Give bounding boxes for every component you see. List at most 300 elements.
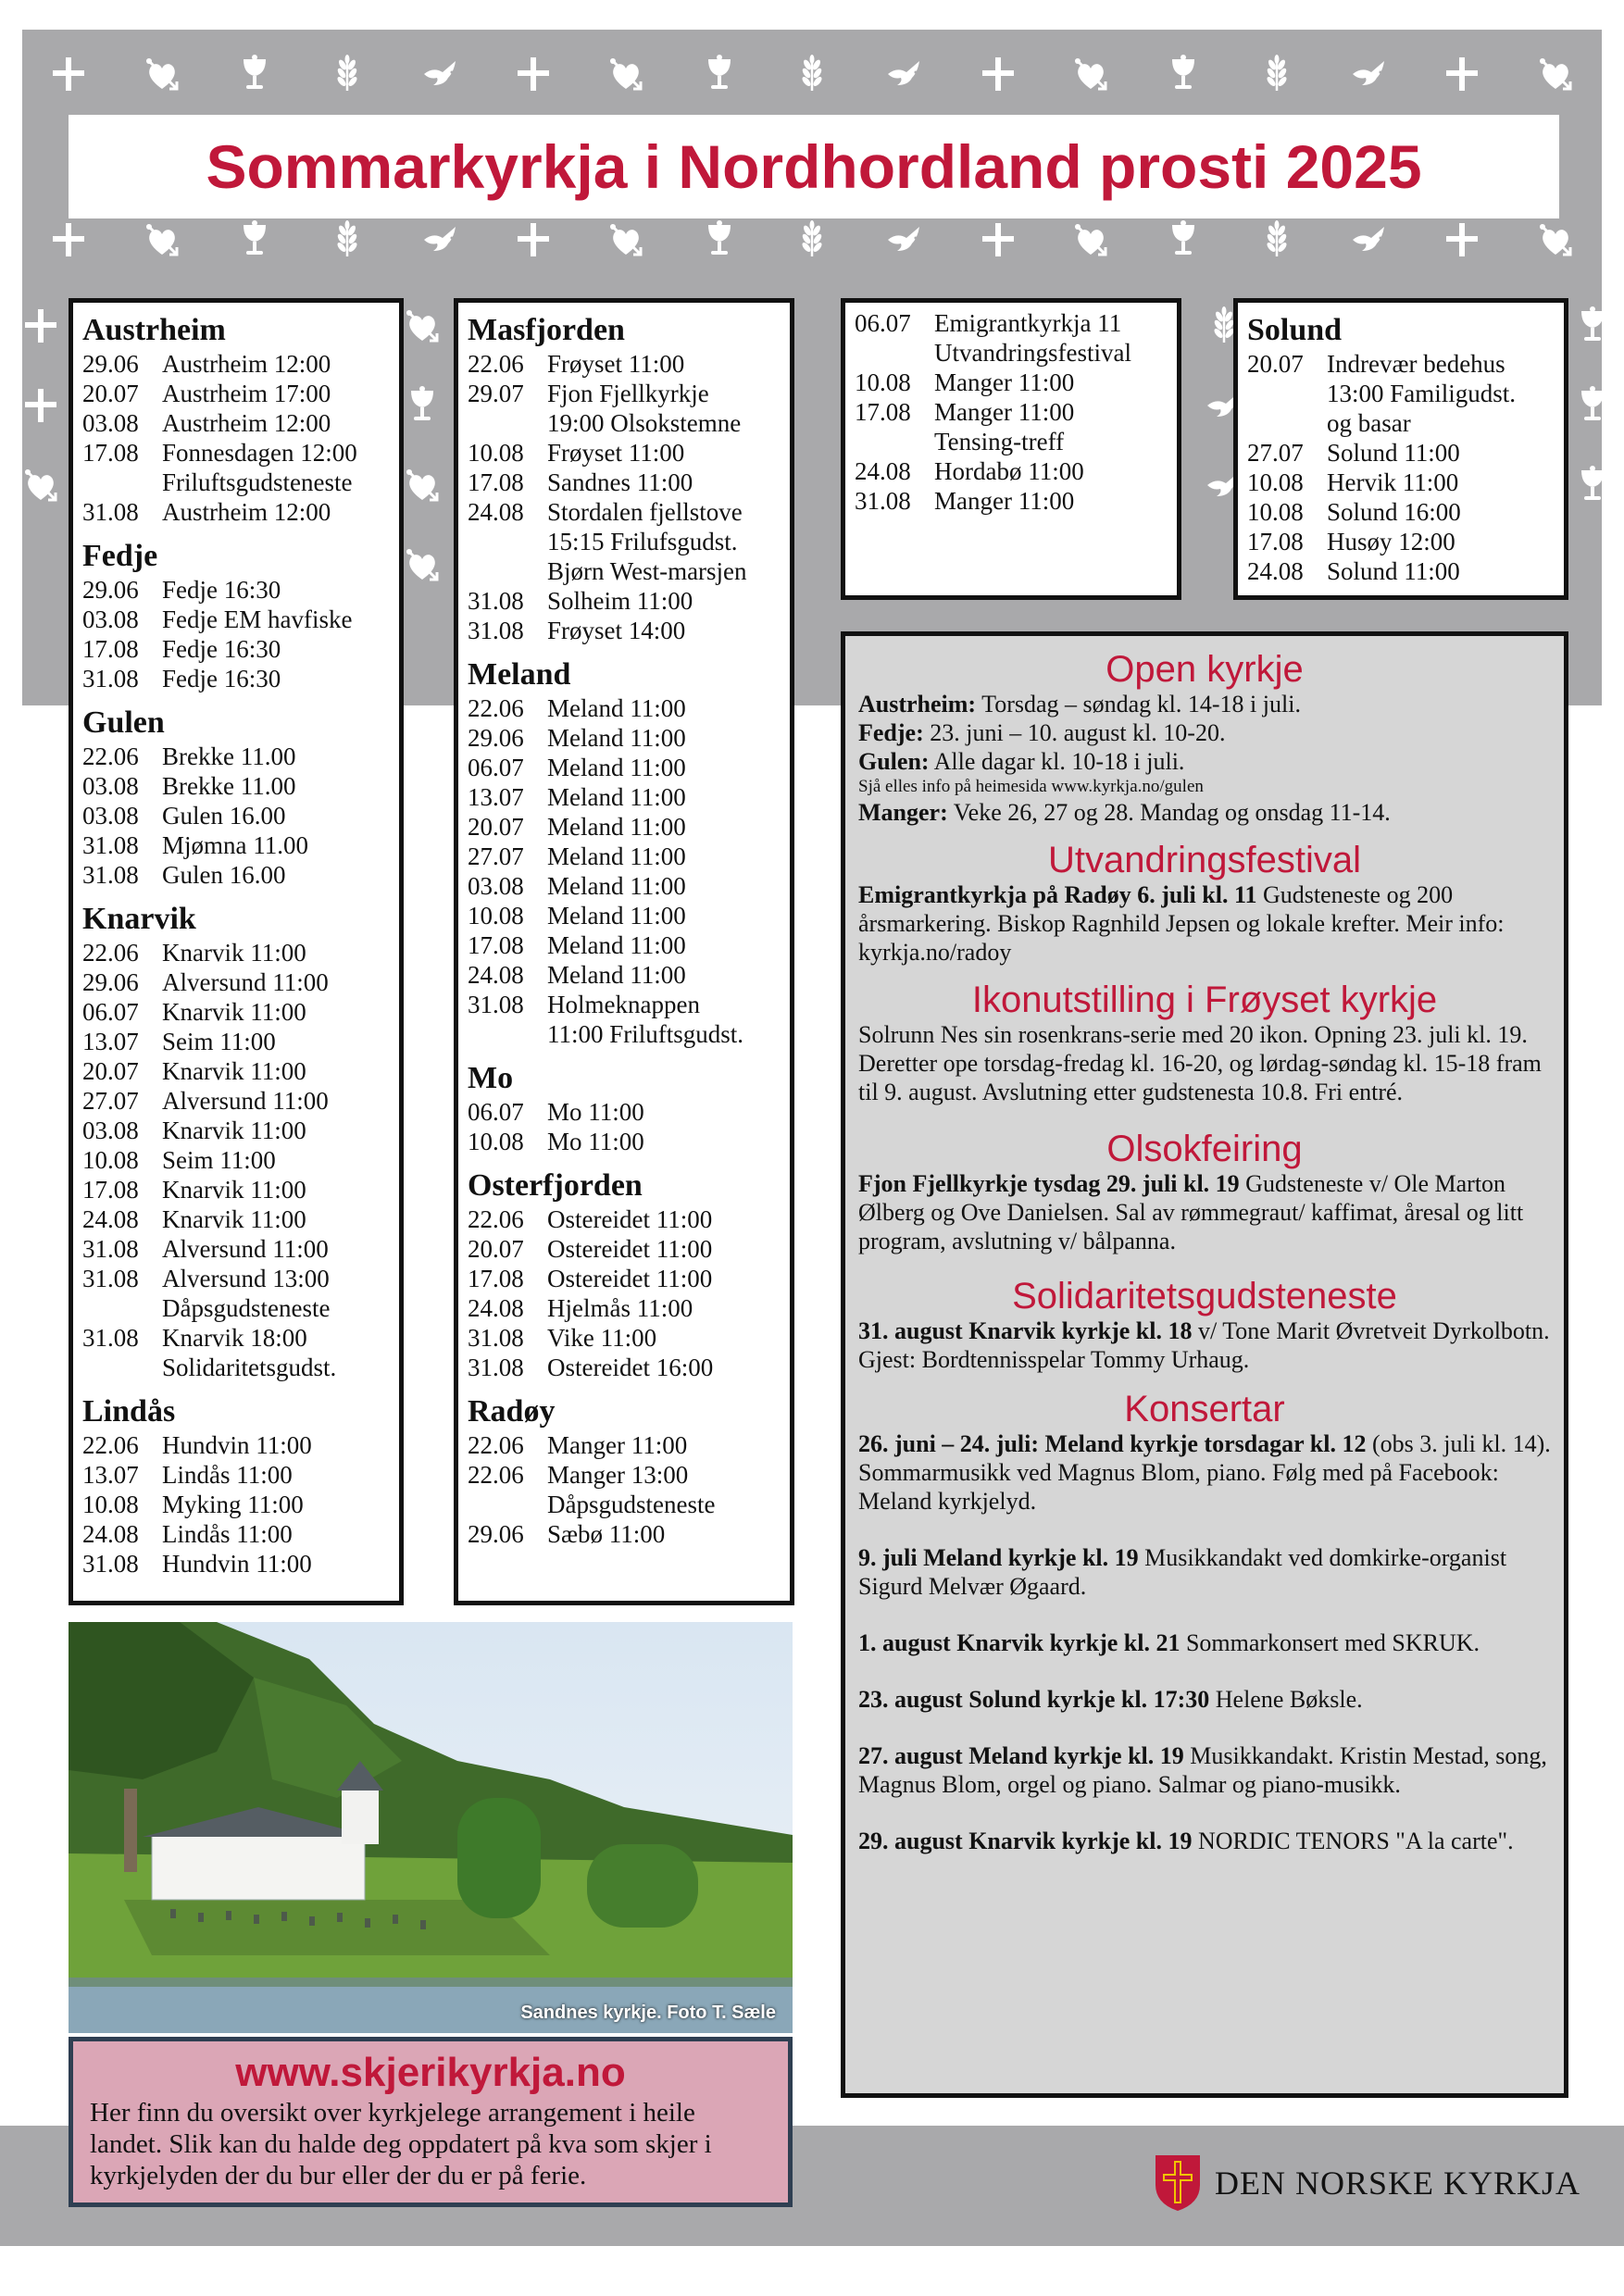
schedule-entry — [82, 1490, 390, 1519]
schedule-entry — [82, 1549, 390, 1578]
schedule-entry — [1247, 556, 1555, 586]
section-title: Austrheim — [82, 313, 226, 347]
open-fedje: Fedje: 23. juni – 10. august kl. 10-20. — [858, 719, 1226, 746]
entry-text: Meland 11:00 — [547, 961, 686, 989]
entry-text: Meland 11:00 — [547, 902, 686, 930]
entry-text: Knarvik 11:00 — [162, 939, 306, 967]
dove-icon — [884, 54, 925, 94]
schedule-entry — [82, 1460, 390, 1490]
olsokfeiring-text: Fjon Fjellkyrkje tysdag 29. juli kl. 19 Gudsteneste v/ Ole Marton Ølberg og Ove Danielsen. Sal av rømmegraut/ kaffimat, åresal og litt program, avslutning v/ bålpanna. — [858, 1170, 1524, 1254]
entry-date: 03.08 — [82, 772, 139, 800]
entry-text: Seim 11:00 — [162, 1146, 276, 1174]
schedule-entry — [1247, 497, 1555, 527]
schedule-box-col3 — [841, 298, 1181, 600]
entry-text: Austrheim 17:00 — [162, 380, 331, 407]
schedule-entry — [468, 782, 781, 812]
wheat-icon — [327, 54, 368, 94]
schedule-entry — [82, 575, 390, 605]
schedule-entry — [82, 801, 390, 830]
schedule-entry — [468, 497, 781, 586]
top-icon-row — [22, 42, 1602, 106]
section-title: Mo — [468, 1061, 514, 1095]
chalice-icon — [1572, 385, 1613, 426]
chalice-icon — [1163, 54, 1204, 94]
entry-text: Lindås 11:00 — [162, 1461, 293, 1489]
entry-text: Solund 16:00 — [1327, 498, 1461, 526]
entry-date: 31.08 — [468, 587, 524, 615]
entry-text: Manger 11:00 — [547, 1431, 688, 1459]
entry-date: 31.08 — [468, 1354, 524, 1381]
schedule-entry — [468, 990, 781, 1049]
entry-text: Ostereidet 11:00 — [547, 1265, 713, 1292]
entry-date: 10.08 — [468, 439, 524, 467]
entry-text: Frøyset 11:00 — [547, 439, 685, 467]
entry-text: Hundvin 11:00 — [162, 1431, 312, 1459]
entry-text: Hundvin 11:00 — [162, 1550, 312, 1578]
entry-text: Solheim 11:00 — [547, 587, 693, 615]
heart-anchor-icon — [402, 544, 443, 585]
schedule-entry — [1247, 349, 1555, 438]
entry-text: Meland 11:00 — [547, 872, 686, 900]
section-title: Radøy — [468, 1394, 556, 1429]
entry-date: 22.06 — [468, 1461, 524, 1489]
schedule-entry — [82, 830, 390, 860]
entry-text: Sandnes 11:00 — [547, 468, 693, 496]
entry-text: Brekke 11.00 — [162, 742, 296, 770]
entry-text: Knarvik 11:00 — [162, 998, 306, 1026]
entry-date: 31.08 — [82, 1265, 139, 1292]
open-gulen-note: Sjå elles info på heimesida www.kyrkja.no/gulen — [858, 777, 1204, 796]
heart-anchor-icon — [1070, 54, 1111, 94]
heading-olsokfeiring: Olsokfeiring — [1106, 1129, 1303, 1169]
entry-date: 17.08 — [468, 468, 524, 496]
entry-text: Hordabø 11:00 — [934, 457, 1084, 485]
entry-date: 24.08 — [82, 1520, 139, 1548]
entry-date: 10.08 — [82, 1491, 139, 1518]
entry-text: Manger 13:00 Dåpsgudsteneste — [547, 1461, 716, 1518]
schedule-entry — [1247, 527, 1555, 556]
schedule-entry — [82, 1264, 390, 1323]
schedule-entry — [82, 1323, 390, 1382]
open-gulen: Gulen: Alle dagar kl. 10-18 i juli. — [858, 748, 1185, 775]
wheat-icon — [792, 54, 832, 94]
section-title: Osterfjorden — [468, 1168, 643, 1203]
entry-date: 31.08 — [468, 1324, 524, 1352]
schedule-entry — [468, 723, 781, 753]
entry-date: 24.08 — [1247, 557, 1304, 585]
church-shield-icon — [1154, 2153, 1202, 2213]
entry-date: 22.06 — [468, 1205, 524, 1233]
schedule-entry — [468, 871, 781, 901]
entry-text: Holmeknappen 11:00 Friluftsgudst. — [547, 991, 744, 1048]
schedule-entry — [855, 397, 1168, 456]
church-logo-text: DEN NORSKE KYRKJA — [1215, 2165, 1581, 2202]
schedule-entry — [468, 1264, 781, 1293]
entry-text: Fjon Fjellkyrkje 19:00 Olsokstemne — [547, 380, 742, 437]
schedule-entry — [468, 1460, 781, 1519]
schedule-entry — [468, 379, 781, 438]
entry-date: 10.08 — [82, 1146, 139, 1174]
cross-icon — [48, 54, 89, 94]
entry-text: Meland 11:00 — [547, 931, 686, 959]
konsert-item: 9. juli Meland kyrkje kl. 19 Musikkandakt ved domkirke-organist Sigurd Melvær Øgaard. — [858, 1544, 1507, 1600]
entry-date: 24.08 — [468, 961, 524, 989]
schedule-entry — [82, 1430, 390, 1460]
entry-text: Frøyset 14:00 — [547, 617, 686, 644]
entry-text: Meland 11:00 — [547, 754, 686, 781]
section-title: Gulen — [82, 705, 165, 740]
schedule-entry — [82, 1234, 390, 1264]
entry-text: Brekke 11.00 — [162, 772, 296, 800]
dove-icon — [1349, 54, 1390, 94]
entry-text: Sæbø 11:00 — [547, 1520, 666, 1548]
schedule-entry — [468, 1293, 781, 1323]
schedule-entry — [82, 1145, 390, 1175]
entry-date: 22.06 — [82, 939, 139, 967]
entry-date: 10.08 — [1247, 498, 1304, 526]
schedule-entry — [468, 693, 781, 723]
open-austrheim: Austrheim: Torsdag – søndag kl. 14-18 i juli. — [858, 691, 1301, 718]
entry-date: 31.08 — [468, 991, 524, 1018]
schedule-entry — [82, 634, 390, 664]
entry-text: Knarvik 11:00 — [162, 1205, 306, 1233]
schedule-entry — [82, 438, 390, 497]
church-photo — [69, 1622, 793, 2033]
entry-date: 10.08 — [855, 368, 911, 396]
schedule-entry — [468, 1234, 781, 1264]
entry-date: 24.08 — [82, 1205, 139, 1233]
chalice-icon — [1572, 306, 1613, 346]
schedule-entry — [82, 664, 390, 693]
konsert-item: 26. juni – 24. juli: Meland kyrkje torsdagar kl. 12 (obs 3. juli kl. 14). Sommarmusikk ved Magnus Blom, piano. Følg med på Facebook: Meland kyrkjelyd. — [858, 1430, 1551, 1515]
church-logo — [1154, 2153, 1580, 2213]
entry-text: Meland 11:00 — [547, 813, 686, 841]
entry-text: Ostereidet 11:00 — [547, 1205, 713, 1233]
section-title: Meland — [468, 657, 571, 692]
entry-date: 10.08 — [468, 1128, 524, 1155]
heart-anchor-icon — [1535, 219, 1576, 260]
schedule-entry — [82, 967, 390, 997]
entry-text: Meland 11:00 — [547, 724, 686, 752]
website-box — [69, 2037, 793, 2207]
entry-text: Fedje 16:30 — [162, 665, 281, 693]
entry-date: 03.08 — [82, 802, 139, 830]
entry-text: Indrevær bedehus 13:00 Familigudst. og basar — [1327, 350, 1517, 437]
schedule-entry — [82, 1086, 390, 1116]
entry-text: Emigrantkyrkja 11 Utvandringsfestival — [934, 309, 1131, 367]
schedule-entry — [855, 308, 1168, 368]
schedule-entry — [468, 586, 781, 616]
entry-text: Vike 11:00 — [547, 1324, 657, 1352]
entry-date: 03.08 — [82, 605, 139, 633]
schedule-entry — [468, 812, 781, 842]
chalice-icon — [234, 54, 275, 94]
website-url[interactable]: www.skjerikyrkja.no — [235, 2050, 626, 2095]
konsert-item: 29. august Knarvik kyrkje kl. 19 NORDIC TENORS "A la carte". — [858, 1828, 1514, 1854]
entry-text: Mo 11:00 — [547, 1098, 644, 1126]
schedule-entry — [82, 605, 390, 634]
chalice-icon — [402, 385, 443, 426]
schedule-entry — [468, 1323, 781, 1353]
schedule-entry — [82, 408, 390, 438]
schedule-entry — [468, 1519, 781, 1549]
entry-date: 17.08 — [1247, 528, 1304, 555]
cross-icon — [48, 219, 89, 260]
entry-text: Ostereidet 16:00 — [547, 1354, 714, 1381]
schedule-entry — [1247, 468, 1555, 497]
entry-text: Ostereidet 11:00 — [547, 1235, 713, 1263]
section-title: Solund — [1247, 313, 1343, 347]
wheat-icon — [792, 219, 832, 260]
entry-date: 31.08 — [82, 861, 139, 889]
wheat-icon — [327, 219, 368, 260]
entry-date: 31.08 — [82, 831, 139, 859]
entry-date: 29.06 — [468, 724, 524, 752]
heading-solidaritet: Solidaritetsgudsteneste — [1012, 1276, 1397, 1316]
wheat-icon — [1256, 219, 1297, 260]
heart-anchor-icon — [1070, 219, 1111, 260]
schedule-entry — [82, 1204, 390, 1234]
section-title: Lindås — [82, 1394, 176, 1429]
entry-text: Manger 11:00 — [934, 487, 1075, 515]
dove-icon — [420, 54, 461, 94]
entry-date: 24.08 — [855, 457, 911, 485]
schedule-entry — [468, 616, 781, 645]
cross-icon — [978, 219, 1018, 260]
entry-date: 24.08 — [468, 498, 524, 526]
entry-text: Solund 11:00 — [1327, 557, 1460, 585]
entry-date: 27.07 — [1247, 439, 1304, 467]
heart-anchor-icon — [20, 465, 61, 505]
cross-icon — [20, 306, 61, 346]
entry-text: Alversund 11:00 — [162, 1087, 329, 1115]
entry-date: 29.07 — [468, 380, 524, 407]
heart-anchor-icon — [606, 219, 646, 260]
entry-date: 29.06 — [468, 1520, 524, 1548]
entry-text: Solund 11:00 — [1327, 439, 1460, 467]
entry-date: 10.08 — [468, 902, 524, 930]
dove-icon — [1349, 219, 1390, 260]
chalice-icon — [699, 219, 740, 260]
schedule-entry — [82, 349, 390, 379]
entry-text: Alversund 11:00 — [162, 968, 329, 996]
entry-date: 17.08 — [468, 931, 524, 959]
entry-text: Fonnesdagen 12:00 Friluftsgudsteneste — [162, 439, 357, 496]
entry-text: Manger 11:00 Tensing-treff — [934, 398, 1075, 455]
heading-ikonutstilling: Ikonutstilling i Frøyset kyrkje — [971, 980, 1438, 1020]
entry-date: 27.07 — [468, 842, 524, 870]
schedule-entry — [82, 1056, 390, 1086]
entry-date: 13.07 — [468, 783, 524, 811]
schedule-entry — [468, 1127, 781, 1156]
entry-date: 29.06 — [82, 968, 139, 996]
entry-date: 20.07 — [468, 1235, 524, 1263]
heart-anchor-icon — [142, 219, 182, 260]
entry-date: 17.08 — [82, 439, 139, 467]
photo-caption: Sandnes kyrkje. Foto T. Sæle — [520, 2003, 776, 2023]
entry-date: 29.06 — [82, 576, 139, 604]
section-title: Masfjorden — [468, 313, 625, 347]
page-title: Sommarkyrkja i Nordhordland prosti 2025 — [206, 132, 1422, 201]
entry-date: 22.06 — [82, 742, 139, 770]
schedule-entry — [82, 1175, 390, 1204]
heading-utvandringsfestival: Utvandringsfestival — [1048, 840, 1361, 880]
entry-date: 03.08 — [82, 1117, 139, 1144]
entry-date: 31.08 — [468, 617, 524, 644]
heart-anchor-icon — [606, 54, 646, 94]
konsert-list — [858, 1429, 1551, 1855]
heart-anchor-icon — [142, 54, 182, 94]
wheat-icon — [1256, 54, 1297, 94]
entry-date: 31.08 — [82, 1235, 139, 1263]
schedule-entry — [468, 901, 781, 930]
entry-text: Alversund 11:00 — [162, 1235, 329, 1263]
chalice-icon — [1163, 219, 1204, 260]
entry-date: 17.08 — [82, 635, 139, 663]
info-panel — [841, 631, 1568, 2098]
entry-date: 22.06 — [468, 694, 524, 722]
entry-date: 31.08 — [855, 487, 911, 515]
dove-icon — [884, 219, 925, 260]
schedule-entry — [82, 1519, 390, 1549]
entry-date: 22.06 — [468, 1431, 524, 1459]
entry-date: 31.08 — [82, 1550, 139, 1578]
section-title: Fedje — [82, 539, 158, 573]
entry-text: Mjømna 11.00 — [162, 831, 308, 859]
entry-date: 20.07 — [1247, 350, 1304, 378]
schedule-entry — [82, 1116, 390, 1145]
entry-date: 22.06 — [468, 350, 524, 378]
entry-date: 03.08 — [82, 409, 139, 437]
church-photo-image — [69, 1622, 793, 2033]
entry-date: 29.06 — [82, 350, 139, 378]
entry-date: 17.08 — [855, 398, 911, 426]
open-manger: Manger: Veke 26, 27 og 28. Mandag og onsdag 11-14. — [858, 799, 1391, 826]
heart-anchor-icon — [402, 465, 443, 505]
dove-icon — [420, 219, 461, 260]
heart-anchor-icon — [402, 306, 443, 346]
cross-icon — [513, 219, 554, 260]
chalice-icon — [234, 219, 275, 260]
entry-date: 06.07 — [468, 754, 524, 781]
chalice-icon — [1572, 465, 1613, 505]
entry-date: 03.08 — [468, 872, 524, 900]
schedule-entry — [82, 742, 390, 771]
schedule-entry — [468, 753, 781, 782]
entry-text: Gulen 16.00 — [162, 802, 286, 830]
schedule-entry — [468, 842, 781, 871]
schedule-entry — [82, 997, 390, 1027]
konsert-item: 1. august Knarvik kyrkje kl. 21 Sommarkonsert med SKRUK. — [858, 1629, 1480, 1656]
schedule-entry — [82, 497, 390, 527]
entry-text: Austrheim 12:00 — [162, 498, 331, 526]
entry-date: 20.07 — [468, 813, 524, 841]
schedule-entry — [855, 486, 1168, 516]
entry-text: Gulen 16.00 — [162, 861, 286, 889]
entry-text: Lindås 11:00 — [162, 1520, 293, 1548]
entry-date: 06.07 — [468, 1098, 524, 1126]
schedule-entry — [468, 349, 781, 379]
schedule-entry — [82, 771, 390, 801]
schedule-entry — [468, 438, 781, 468]
schedule-entry — [468, 1430, 781, 1460]
right-icon-column — [1565, 306, 1620, 544]
schedule-entry — [855, 456, 1168, 486]
left-icon-column — [13, 306, 69, 544]
entry-text: Hervik 11:00 — [1327, 468, 1459, 496]
cross-icon — [1442, 219, 1482, 260]
entry-text: Manger 11:00 — [934, 368, 1075, 396]
entry-date: 27.07 — [82, 1087, 139, 1115]
entry-text: Mo 11:00 — [547, 1128, 644, 1155]
entry-text: Knarvik 11:00 — [162, 1057, 306, 1085]
konsert-item: 23. august Solund kyrkje kl. 17:30 Helene Bøksle. — [858, 1686, 1363, 1713]
entry-text: Fedje 16:30 — [162, 576, 281, 604]
schedule-entry — [82, 379, 390, 408]
entry-text: Meland 11:00 — [547, 842, 686, 870]
schedule-entry — [82, 860, 390, 890]
heading-konsertar: Konsertar — [1124, 1389, 1285, 1429]
cross-icon — [513, 54, 554, 94]
entry-date: 20.07 — [82, 380, 139, 407]
schedule-entry — [82, 1027, 390, 1056]
heart-anchor-icon — [1535, 54, 1576, 94]
entry-text: Austrheim 12:00 — [162, 409, 331, 437]
entry-date: 06.07 — [82, 998, 139, 1026]
entry-text: Seim 11:00 — [162, 1028, 276, 1055]
cross-icon — [978, 54, 1018, 94]
chalice-icon — [699, 54, 740, 94]
entry-date: 17.08 — [82, 1176, 139, 1204]
schedule-box-col2 — [454, 298, 794, 1605]
schedule-entry — [82, 938, 390, 967]
schedule-box-col4 — [1233, 298, 1568, 600]
schedule-entry — [468, 1097, 781, 1127]
entry-text: Husøy 12:00 — [1327, 528, 1455, 555]
schedule-entry — [468, 1353, 781, 1382]
entry-date: 24.08 — [468, 1294, 524, 1322]
schedule-entry — [468, 468, 781, 497]
entry-date: 13.07 — [82, 1028, 139, 1055]
entry-text: Meland 11:00 — [547, 694, 686, 722]
schedule-entry — [855, 368, 1168, 397]
cross-icon — [1442, 54, 1482, 94]
entry-text: Meland 11:00 — [547, 783, 686, 811]
ikonutstilling-text: Solrunn Nes sin rosenkrans-serie med 20 ikon. Opning 23. juli kl. 19. Deretter ope torsdag-fredag kl. 16-20, og lørdag-søndag kl. 15-18 fram til 9. august. Avslutning etter gudstenesta 10.8. Fri entré. — [858, 1021, 1542, 1105]
entry-text: Myking 11:00 — [162, 1491, 304, 1518]
cross-icon — [20, 385, 61, 426]
section-title: Knarvik — [82, 902, 196, 936]
schedule-entry — [468, 1204, 781, 1234]
entry-text: Stordalen fjellstove 15:15 Frilufsgudst. Bjørn West-marsjen — [547, 498, 747, 585]
entry-date: 20.07 — [82, 1057, 139, 1085]
entry-date: 22.06 — [82, 1431, 139, 1459]
entry-text: Frøyset 11:00 — [547, 350, 685, 378]
title-box — [69, 115, 1559, 218]
schedule-entry — [468, 960, 781, 990]
website-text: Her finn du oversikt over kyrkjelege arrangement i heile landet. Slik kan du halde deg oppdatert på kva som skjer i kyrkjelyden der du bur eller der du er på ferie. — [90, 2098, 712, 2190]
schedule-entry — [1247, 438, 1555, 468]
konsert-item: 27. august Meland kyrkje kl. 19 Musikkandakt. Kristin Mestad, song, Magnus Blom, orgel og piano. Salmar og piano-musikk. — [858, 1742, 1547, 1798]
entry-text: Fedje 16:30 — [162, 635, 281, 663]
entry-text: Knarvik 18:00 Solidaritetsgudst. — [162, 1324, 337, 1381]
entry-date: 17.08 — [468, 1265, 524, 1292]
schedule-box-col1 — [69, 298, 404, 1605]
entry-date: 31.08 — [82, 1324, 139, 1352]
entry-text: Alversund 13:00 Dåpsgudsteneste — [162, 1265, 331, 1322]
heading-open-kyrkje: Open kyrkje — [1106, 649, 1304, 690]
schedule-entry — [468, 930, 781, 960]
